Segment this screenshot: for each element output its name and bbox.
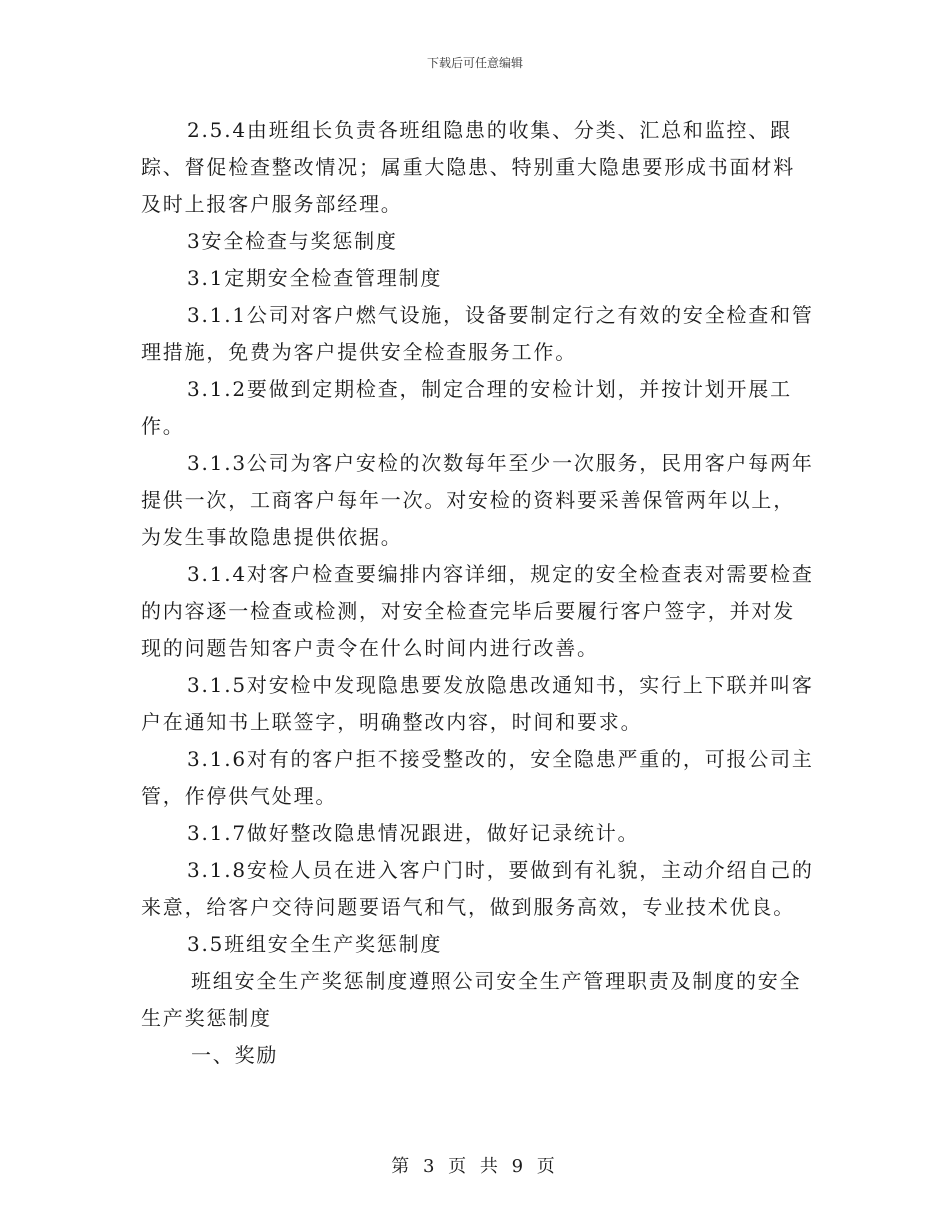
subheading-reward: 一、奖励 <box>191 1043 279 1067</box>
paragraph-3-1-3: 3.1.3公司为客户安检的次数每年至少一次服务，民用客户每两年提供一次，工商客户每年一次。对安检的资料要采善保管两年以上，为发生事故隐患提供依据。 <box>141 451 814 549</box>
paragraph-3-1-7: 3.1.7做好整改隐患情况跟进，做好记录统计。 <box>187 821 640 845</box>
paragraph-3-1-6: 3.1.6对有的客户拒不接受整改的，安全隐患严重的，可报公司主管，作停供气处理。 <box>141 747 814 808</box>
paragraph-3-1-5: 3.1.5对安检中发现隐患要发放隐患改通知书，实行上下联并叫客户在通知书上联签字，明确整改内容，时间和要求。 <box>141 673 814 734</box>
paragraph-3-1-8: 3.1.8安检人员在进入客户门时，要做到有礼貌，主动介绍自己的来意，给客户交待问题要语气和气，做到服务高效，专业技术优良。 <box>141 858 814 919</box>
paragraph-3-1-4: 3.1.4对客户检查要编排内容详细，规定的安全检查表对需要检查的内容逐一检查或检测，对安全检查完毕后要履行客户签字，并对发现的问题告知客户责令在什么时间内进行改善。 <box>141 562 814 660</box>
page-header: 下载后可任意编辑 <box>426 56 523 70</box>
paragraph-2-5-4: 2.5.4由班组长负责各班组隐患的收集、分类、汇总和监控、跟踪、督促检查整改情况；属重大隐患、特别重大隐患要形成书面材料及时上报客户服务部经理。 <box>141 118 795 216</box>
paragraph-reward-rules: 班组安全生产奖惩制度遵照公司安全生产管理职责及制度的安全生产奖惩制度 <box>141 969 802 1030</box>
section-heading-3-1: 3.1定期安全检查管理制度 <box>187 266 443 290</box>
section-heading-3: 3安全检查与奖惩制度 <box>187 229 398 253</box>
page-number: 第 3 页 共 9 页 <box>391 1156 559 1177</box>
paragraph-3-1-1: 3.1.1公司对客户燃气设施，设备要制定行之有效的安全检查和管理措施，免费为客户提供安全检查服务工作。 <box>141 303 814 364</box>
paragraph-3-1-2: 3.1.2要做到定期检查，制定合理的安检计划，并按计划开展工作。 <box>141 377 792 438</box>
document-body <box>141 112 816 1074</box>
section-heading-3-5: 3.5班组安全生产奖惩制度 <box>187 932 443 956</box>
